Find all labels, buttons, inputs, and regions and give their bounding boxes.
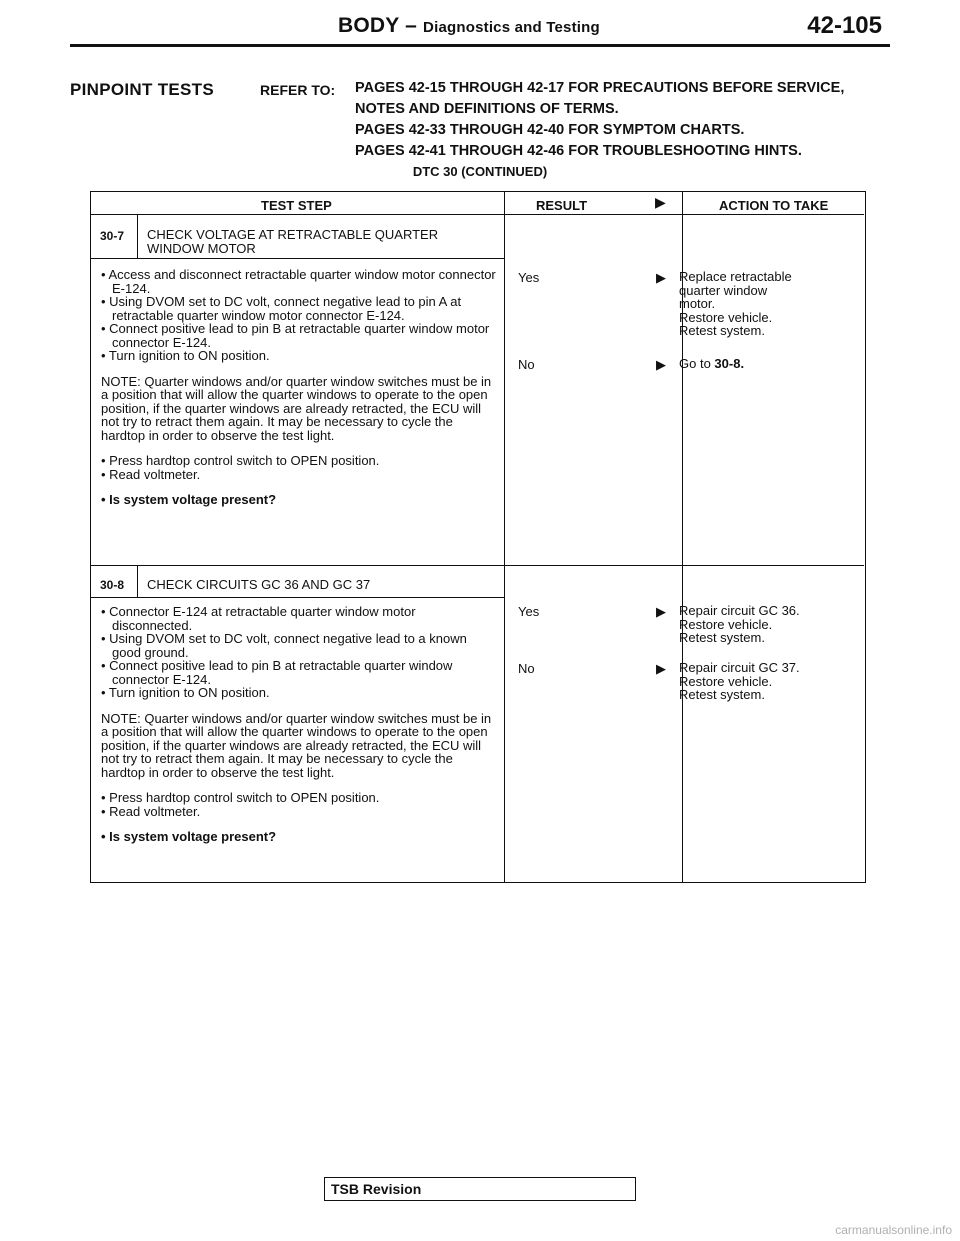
action-line: Repair circuit GC 36. — [679, 603, 800, 618]
refer-line: NOTES AND DEFINITIONS OF TERMS. — [355, 101, 619, 117]
action-yes — [679, 270, 792, 338]
result-yes: Yes — [518, 270, 540, 285]
result-yes: Yes — [518, 604, 540, 619]
header-action: ACTION TO TAKE — [719, 198, 829, 213]
step-title-divider — [91, 597, 504, 598]
action-line: Replace retractable — [679, 269, 792, 284]
action-line: quarter window — [679, 282, 768, 298]
instruction-bullet: • Using DVOM set to DC volt, connect negative lead to pin A at retractable quarter window motor connector E-124. — [101, 294, 462, 323]
pinpoint-tests-label: PINPOINT TESTS — [70, 80, 214, 99]
step-number-divider — [137, 214, 138, 258]
action-yes — [679, 604, 800, 645]
instruction-bullet: • Press hardtop control switch to OPEN position. — [101, 790, 380, 805]
result-arrow-icon: ▶ — [656, 357, 666, 372]
action-line: Restore vehicle. — [679, 673, 773, 689]
step-number: 30-8 — [100, 578, 125, 592]
result-arrow-icon: ▶ — [656, 604, 666, 619]
action-line: motor. — [679, 296, 716, 311]
action-line: Repair circuit GC 37. — [679, 660, 800, 675]
column-divider — [504, 192, 505, 882]
header-divider — [91, 214, 864, 215]
step-instructions — [101, 605, 496, 844]
step-number-divider — [137, 565, 138, 597]
watermark: carmanualsonline.info — [835, 1223, 952, 1237]
result-no: No — [518, 661, 535, 676]
refer-to-label: REFER TO: — [260, 82, 336, 98]
page-header — [70, 10, 890, 47]
instruction-bullet: • Press hardtop control switch to OPEN position. — [101, 453, 380, 468]
instruction-note: NOTE: Quarter windows and/or quarter window switches must be in a position that will allow the quarter windows to operate to the open position, if the quarter windows are already retracted, the ECU will not try to retract them again. It may be necessary to cycle the hardtop in order to observe the test light. — [101, 373, 492, 443]
step-instructions — [101, 268, 496, 507]
instruction-note: NOTE: Quarter windows and/or quarter window switches must be in a position that will allow the quarter windows to operate to the open position, if the quarter windows are already retracted, the ECU will not try to retract them again. It may be necessary to cycle the hardtop in order to observe the test light. — [101, 710, 492, 780]
action-step-ref: 30-8. — [714, 356, 745, 371]
refer-line: PAGES 42-15 THROUGH 42-17 FOR PRECAUTIONS BEFORE SERVICE, — [355, 80, 845, 96]
instruction-bullet: • Connect positive lead to pin B at retractable quarter window motor connector E-124. — [101, 321, 490, 350]
step-title — [147, 228, 438, 256]
dtc-title: DTC 30 (CONTINUED) — [412, 164, 548, 179]
step-title — [147, 578, 370, 592]
step-separator — [91, 565, 864, 566]
instruction-bullet: • Connect positive lead to pin B at retractable quarter window connector E-124. — [101, 658, 453, 687]
action-line: Retest system. — [679, 630, 765, 645]
result-no: No — [518, 357, 535, 372]
refer-line: PAGES 42-41 THROUGH 42-46 FOR TROUBLESHOOTING HINTS. — [355, 143, 802, 159]
instruction-bullet: • Access and disconnect retractable quarter window motor connector E-124. — [101, 267, 496, 296]
result-arrow-icon: ▶ — [656, 661, 666, 676]
step-title-divider — [91, 258, 504, 259]
action-no — [679, 357, 744, 371]
refer-lines — [355, 78, 844, 162]
step-title-line: CHECK VOLTAGE AT RETRACTABLE QUARTER — [147, 227, 439, 242]
instruction-bullet: • Read voltmeter. — [101, 466, 201, 482]
action-line: Restore vehicle. — [679, 616, 773, 632]
tsb-revision-box — [324, 1177, 636, 1201]
header-subtitle: Diagnostics and Testing — [423, 19, 600, 36]
instruction-bullet: • Using DVOM set to DC volt, connect negative lead to a known good ground. — [101, 631, 467, 660]
instruction-bullet: • Read voltmeter. — [101, 803, 201, 819]
refer-line: PAGES 42-33 THROUGH 42-40 FOR SYMPTOM CHARTS. — [355, 122, 745, 138]
step-title-line: CHECK CIRCUITS GC 36 AND GC 37 — [147, 577, 371, 592]
instruction-bullet: • Turn ignition to ON position. — [101, 685, 270, 700]
instruction-bullet: • Connector E-124 at retractable quarter window motor disconnected. — [101, 604, 416, 633]
step-number: 30-7 — [100, 229, 125, 243]
instruction-bullet: • Turn ignition to ON position. — [101, 348, 270, 363]
result-arrow-icon: ▶ — [656, 270, 666, 285]
result-arrow-icon: ▶ — [655, 194, 666, 210]
step-title-line: WINDOW MOTOR — [147, 241, 256, 256]
action-line: Retest system. — [679, 687, 765, 702]
instruction-question: • Is system voltage present? — [101, 829, 277, 844]
header-dash: – — [399, 14, 424, 37]
action-text: Go to — [679, 356, 715, 371]
header-result: RESULT — [536, 198, 588, 213]
page-number: 42-105 — [807, 12, 882, 39]
action-line: Restore vehicle. — [679, 309, 773, 325]
header-test-step: TEST STEP — [261, 198, 332, 213]
tsb-revision-label: TSB Revision — [331, 1181, 422, 1197]
pinpoint-table — [90, 191, 866, 883]
header-title — [338, 14, 600, 38]
instruction-question: • Is system voltage present? — [101, 492, 277, 507]
action-line: Retest system. — [679, 323, 765, 338]
action-no — [679, 661, 800, 702]
header-section: BODY — [338, 14, 400, 37]
